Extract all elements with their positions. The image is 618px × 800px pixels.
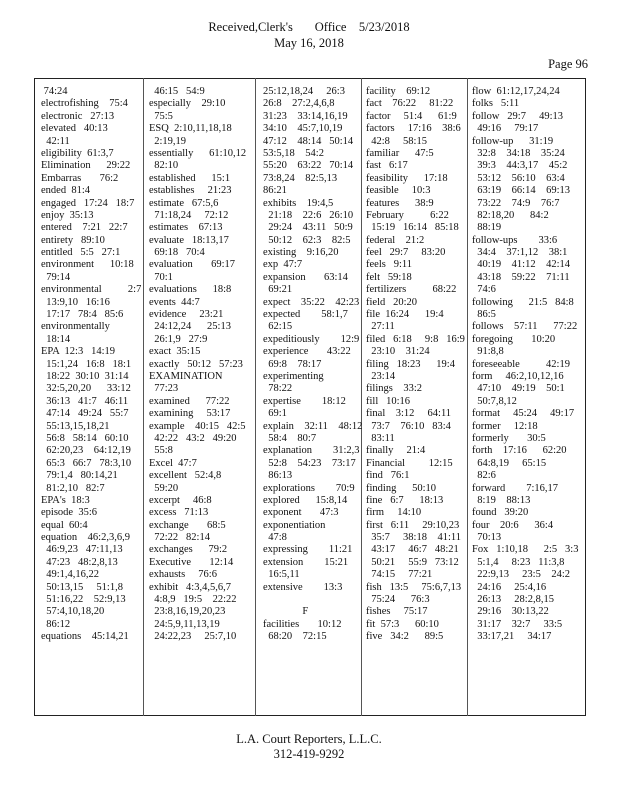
- index-entry-line: 43:17 46:7 48:21: [366, 544, 459, 556]
- index-entry-line: 47:12 48:14 50:14: [263, 135, 354, 147]
- index-entry-line: EXAMINATION: [149, 370, 223, 382]
- index-entry-line: 74:24: [41, 86, 68, 97]
- transcript-date: May 16, 2018: [274, 36, 344, 50]
- index-entry-line: environment 10:18: [41, 259, 134, 271]
- index-entry-line: 42:22 43:2 49:20: [149, 432, 237, 444]
- index-entry-line: 22:9,13 23:5 24:2: [472, 569, 571, 581]
- index-entry-line: excellent 52:4,8: [149, 470, 222, 482]
- index-entry-line: follow-up 31:19: [472, 135, 554, 147]
- index-entry-line: 91:8,8: [472, 346, 504, 358]
- index-entry-line: 63:19 66:14 69:13: [472, 185, 571, 197]
- index-entry-line: former 12:18: [472, 420, 538, 432]
- index-entry-line: EPA's 18:3: [41, 494, 90, 506]
- index-entry-line: 46:15 54:9: [149, 86, 205, 97]
- index-entry-line: elevated 40:13: [41, 123, 108, 135]
- index-entry-line: 17:17 78:4 85:6: [41, 309, 124, 321]
- index-entry-line: 25:12,18,24 26:3: [263, 86, 345, 97]
- index-entry-line: EPA 12:3 14:19: [41, 346, 116, 358]
- index-entry-line: field 20:20: [366, 296, 418, 308]
- index-entry-line: 86:12: [41, 618, 71, 630]
- index-entry-line: first 6:11 29:10,23: [366, 519, 460, 531]
- index-entry-line: 42:11: [41, 135, 70, 147]
- page-number: Page 96: [548, 57, 588, 71]
- index-entry-line: evaluations 18:8: [149, 284, 232, 296]
- index-entry-line: 73:7 76:10 83:4: [366, 420, 451, 432]
- index-entry-line: experience 43:22: [263, 346, 351, 358]
- index-entry-line: 18:14: [41, 333, 71, 345]
- index-entry-line: 50:21 55:9 73:12: [366, 556, 459, 568]
- index-entry-line: facilities 10:12: [263, 618, 342, 630]
- index-entry-line: 68:20 72:15: [263, 631, 327, 643]
- index-entry-line: expansion 63:14: [263, 271, 348, 283]
- index-entry-line: 34:10 45:7,10,19: [263, 123, 343, 135]
- index-entry-line: 79:1,4 80:14,21: [41, 470, 118, 482]
- index-entry-line: 23:8,16,19,20,23: [149, 606, 226, 618]
- index-entry-line: 31:23 33:14,16,19: [263, 110, 348, 122]
- index-entry-line: eligibility 61:3,7: [41, 147, 114, 159]
- index-entry-line: final 3:12 64:11: [366, 408, 452, 420]
- index-entry-line: fishes 75:17: [366, 606, 428, 618]
- index-entry-line: 26:13 28:2,8,15: [472, 594, 554, 606]
- index-entry-line: fill 10:16: [366, 395, 411, 407]
- index-entry-line: fertilizers 68:22: [366, 284, 457, 296]
- index-entry-line: facility 69:12: [366, 86, 431, 97]
- index-entry-line: 24:12,24 25:13: [149, 321, 231, 333]
- index-entry-line: 82:18,20 84:2: [472, 209, 549, 221]
- index-entry-line: 79:14: [41, 271, 71, 283]
- index-entry-line: four 20:6 36:4: [472, 519, 554, 531]
- index-entry-line: 82:6: [472, 470, 496, 482]
- index-entry-line: folks 5:11: [472, 98, 520, 110]
- index-entry-line: examined 77:22: [149, 395, 230, 407]
- index-entry-line: estimates 67:13: [149, 222, 223, 234]
- index-entry-line: expeditiously 12:9: [263, 333, 360, 345]
- index-entry-line: 65:3 66:7 78:3,10: [41, 457, 132, 469]
- index-entry-line: February 6:22: [366, 209, 449, 221]
- index-entry-line: episode 35:6: [41, 507, 97, 519]
- index-entry-line: ESQ 2:10,11,18,18: [149, 123, 232, 135]
- index-entry-line: 83:11: [366, 432, 395, 444]
- index-entry-line: 55:20 63:22 70:14: [263, 160, 354, 172]
- index-entry-line: 86:13: [263, 470, 293, 482]
- index-entry-line: Elimination 29:22: [41, 160, 131, 172]
- index-entry-line: 50:13,15 51:1,8: [41, 581, 123, 593]
- index-entry-line: fit 57:3 60:10: [366, 618, 439, 630]
- index-entry-line: 49:1,4,16,22: [41, 569, 100, 581]
- index-entry-line: fish 13:5 75:6,7,13: [366, 581, 462, 593]
- index-entry-line: 59:20: [149, 482, 179, 494]
- index-entry-line: explorations 70:9: [263, 482, 355, 494]
- index-entry-line: 36:13 41:7 46:11: [41, 395, 129, 407]
- index-entry-line: [263, 594, 359, 606]
- index-entry-line: follows 57:11 77:22: [472, 321, 578, 333]
- index-entry-line: experimenting: [263, 370, 324, 382]
- index-entry-line: evidence 23:21: [149, 309, 224, 321]
- index-entry-line: 26:8 27:2,4,6,8: [263, 98, 335, 110]
- index-entry-line: establishes 21:23: [149, 185, 232, 197]
- index-entry-line: 13:9,10 16:16: [41, 296, 110, 308]
- index-entry-line: 33:17,21 34:17: [472, 631, 552, 643]
- index-entry-line: 2:19,19: [149, 135, 187, 147]
- index-entry-line: 81:2,10 82:7: [41, 482, 105, 494]
- index-entry-line: follow 29:7 49:13: [472, 110, 563, 122]
- index-entry-line: 47:8: [263, 532, 287, 544]
- index-entry-line: 77:23: [149, 383, 179, 395]
- index-entry-line: 69:18 70:4: [149, 247, 205, 259]
- index-entry-line: 74:15 77:21: [366, 569, 433, 581]
- index-entry-line: 53:12 56:10 63:4: [472, 172, 565, 184]
- index-entry-line: 50:12 62:3 82:5: [263, 234, 351, 246]
- index-entry-line: environmentally: [41, 321, 110, 333]
- received-stamp-line: Received,Clerk's Office 5/23/2018: [208, 20, 410, 34]
- index-entry-line: exhibit 4:3,4,5,6,7: [149, 581, 231, 593]
- column-divider: [467, 78, 468, 716]
- index-entry-line: electronic 27:13: [41, 110, 115, 122]
- index-entry-line: 62:15: [263, 321, 293, 333]
- index-entry-line: 69:8 78:17: [263, 358, 322, 370]
- index-entry-line: 15:1,24 16:8 18:1: [41, 358, 132, 370]
- index-entry-line: estimate 67:5,6: [149, 197, 219, 209]
- index-entry-line: evaluate 18:13,17: [149, 234, 229, 246]
- index-entry-line: expertise 18:12: [263, 395, 346, 407]
- index-column-3: [263, 86, 363, 644]
- index-entry-line: extension 15:21: [263, 556, 349, 568]
- index-entry-line: 32:5,20,20 33:12: [41, 383, 131, 395]
- column-divider: [255, 78, 256, 716]
- index-entry-line: 69:1: [263, 408, 287, 420]
- index-entry-line: 31:17 32:7 33:5: [472, 618, 563, 630]
- index-entry-line: exponent 47:3: [263, 507, 339, 519]
- index-entry-line: 56:8 58:14 60:10: [41, 432, 129, 444]
- index-entry-line: enjoy 35:13: [41, 209, 94, 221]
- index-entry-line: extensive 13:3: [263, 581, 343, 593]
- index-entry-line: 53:5,18 54:2: [263, 147, 324, 159]
- column-divider: [361, 78, 362, 716]
- index-entry-line: forward 7:16,17: [472, 482, 559, 494]
- index-entry-line: form 46:2,10,12,16: [472, 370, 564, 382]
- index-entry-line: file 16:24 19:4: [366, 309, 444, 321]
- index-entry-line: 49:16 79:17: [472, 123, 539, 135]
- column-divider: [143, 78, 144, 716]
- index-entry-line: 57:4,10,18,20: [41, 606, 105, 618]
- index-entry-line: 75:24 76:3: [366, 594, 430, 606]
- index-entry-line: equal 60:4: [41, 519, 88, 531]
- index-entry-line: exactly 50:12 57:23: [149, 358, 243, 370]
- index-entry-line: forth 17:16 62:20: [472, 445, 567, 457]
- index-entry-line: fast 6:17: [366, 160, 408, 172]
- index-entry-line: equation 46:2,3,6,9: [41, 532, 130, 544]
- index-entry-line: feasibility 17:18: [366, 172, 448, 184]
- index-entry-line: 58:4 80:7: [263, 432, 317, 444]
- index-entry-line: equations 45:14,21: [41, 631, 129, 643]
- index-entry-line: familiar 47:5: [366, 147, 434, 159]
- index-entry-line: explanation 31:2,3: [263, 445, 360, 457]
- index-entry-line: 24:16 25:4,16: [472, 581, 547, 593]
- index-entry-line: 29:24 43:11 50:9: [263, 222, 353, 234]
- index-entry-line: filings 33:2: [366, 383, 423, 395]
- index-entry-line: feel 29:7 83:20: [366, 247, 446, 259]
- index-entry-line: Embarras 76:2: [41, 172, 119, 184]
- index-entry-line: factor 51:4 61:9: [366, 110, 457, 122]
- index-entry-line: F: [263, 606, 309, 618]
- index-entry-line: explored 15:8,14: [263, 494, 348, 506]
- index-entry-line: features 38:9: [366, 197, 434, 209]
- index-entry-line: filing 18:23 19:4: [366, 358, 455, 370]
- index-entry-line: exp 47:7: [263, 259, 303, 271]
- index-entry-line: 23:14: [366, 370, 396, 382]
- index-entry-line: flow 61:12,17,24,24: [472, 86, 560, 97]
- index-entry-line: 4:8,9 19:5 22:22: [149, 594, 237, 606]
- index-entry-line: 46:9,23 47:11,13: [41, 544, 123, 556]
- index-entry-line: filed 6:18 9:8 16:9: [366, 333, 465, 345]
- index-entry-line: 32:8 34:18 35:24: [472, 147, 565, 159]
- index-entry-line: foregoing 10:20: [472, 333, 556, 345]
- index-entry-line: 21:18 22:6 26:10: [263, 209, 354, 221]
- index-entry-line: Financial 12:15: [366, 457, 453, 469]
- index-entry-line: 64:8,19 65:15: [472, 457, 547, 469]
- index-entry-line: 62:20,23 64:12,19: [41, 445, 131, 457]
- index-entry-line: federal 21:2: [366, 234, 425, 246]
- index-entry-line: excess 71:13: [149, 507, 209, 519]
- index-entry-line: 24:22,23 25:7,10: [149, 631, 237, 643]
- index-entry-line: 72:22 82:14: [149, 532, 210, 544]
- index-entry-line: 5:1,4 8:23 11:3,8: [472, 556, 565, 568]
- index-entry-line: follow-ups 33:6: [472, 234, 558, 246]
- index-entry-line: 16:5,11: [263, 569, 300, 581]
- index-entry-line: 47:10 49:19 50:1: [472, 383, 565, 395]
- index-entry-line: 18:22 30:10 31:14: [41, 370, 129, 382]
- index-entry-line: 73:8,24 82:5,13: [263, 172, 338, 184]
- index-entry-line: 43:18 59:22 71:11: [472, 271, 570, 283]
- index-entry-line: excerpt 46:8: [149, 494, 212, 506]
- index-entry-line: entitled 5:5 27:1: [41, 247, 121, 259]
- index-column-2: [149, 86, 253, 644]
- index-entry-line: Excel 47:7: [149, 457, 197, 469]
- index-entry-line: five 34:2 89:5: [366, 631, 444, 643]
- index-column-4: [366, 86, 465, 644]
- index-entry-line: established 15:1: [149, 172, 231, 184]
- index-entry-line: feasible 10:3: [366, 185, 431, 197]
- index-entry-line: existing 9:16,20: [263, 247, 339, 259]
- index-entry-line: fine 6:7 18:13: [366, 494, 444, 506]
- index-entry-line: 15:19 16:14 85:18: [366, 222, 459, 234]
- index-entry-line: 47:14 49:24 55:7: [41, 408, 129, 420]
- index-entry-line: 74:6: [472, 284, 496, 296]
- index-entry-line: 39:3 44:3,17 45:2: [472, 160, 568, 172]
- index-entry-line: expected 58:1,7: [263, 309, 348, 321]
- index-entry-line: entered 7:21 22:7: [41, 222, 128, 234]
- index-entry-line: especially 29:10: [149, 98, 226, 110]
- index-entry-line: 29:16 30:13,22: [472, 606, 549, 618]
- index-column-5: [472, 86, 584, 644]
- index-entry-line: 71:18,24 72:12: [149, 209, 229, 221]
- index-entry-line: entirety 89:10: [41, 234, 105, 246]
- index-entry-line: 34:4 37:1,12 38:1: [472, 247, 568, 259]
- index-entry-line: 40:19 41:12 42:14: [472, 259, 571, 271]
- index-entry-line: events 44:7: [149, 296, 200, 308]
- index-entry-line: finding 50:10: [366, 482, 436, 494]
- index-entry-line: factors 17:16 38:6: [366, 123, 461, 135]
- index-entry-line: 86:21: [263, 185, 287, 197]
- index-entry-line: following 21:5 84:8: [472, 296, 574, 308]
- index-entry-line: 50:7,8,12: [472, 395, 517, 407]
- index-entry-line: exchanges 79:2: [149, 544, 228, 556]
- index-entry-line: format 45:24 49:17: [472, 408, 575, 420]
- index-column-1: [41, 86, 142, 644]
- index-entry-line: 47:23 48:2,8,13: [41, 556, 118, 568]
- index-entry-line: 42:8 58:15: [366, 135, 427, 147]
- footer-phone: 312-419-9292: [273, 747, 345, 761]
- index-entry-line: formerly 30:5: [472, 432, 546, 444]
- index-entry-line: examining 53:17: [149, 408, 231, 420]
- index-entry-line: 8:19 88:13: [472, 494, 531, 506]
- index-entry-line: 88:19: [472, 222, 502, 234]
- index-entry-line: 70:13: [472, 532, 502, 544]
- index-entry-line: exhausts 76:6: [149, 569, 217, 581]
- index-entry-line: 23:10 31:24: [366, 346, 430, 358]
- index-entry-line: exact 35:15: [149, 346, 201, 358]
- index-entry-line: felt 59:18: [366, 271, 412, 283]
- footer-company: L.A. Court Reporters, L.L.C.: [236, 732, 382, 746]
- index-entry-line: find 76:1: [366, 470, 410, 482]
- index-entry-line: 78:22: [263, 383, 293, 395]
- index-entry-line: example 40:15 42:5: [149, 420, 246, 432]
- index-entry-line: 70:1: [149, 271, 173, 283]
- index-entry-line: 69:21: [263, 284, 293, 296]
- index-entry-line: foreseeable 42:19: [472, 358, 570, 370]
- index-entry-line: 26:1,9 27:9: [149, 333, 208, 345]
- index-entry-line: ended 81:4: [41, 185, 90, 197]
- index-entry-line: Executive 12:14: [149, 556, 234, 568]
- index-entry-line: 35:7 38:18 41:11: [366, 532, 461, 544]
- index-entry-line: exponentiation: [263, 519, 326, 531]
- index-entry-line: electrofishing 75:4: [41, 98, 128, 110]
- index-entry-line: explain 32:11 48:12: [263, 420, 363, 432]
- index-entry-line: 86:5: [472, 309, 496, 321]
- index-entry-line: found 39:20: [472, 507, 529, 519]
- index-entry-line: 27:11: [366, 321, 395, 333]
- index-entry-line: essentially 61:10,12: [149, 147, 247, 159]
- index-entry-line: 24:5,9,11,13,19: [149, 618, 220, 630]
- index-entry-line: fact 76:22 81:22: [366, 98, 454, 110]
- index-entry-line: 55:13,15,18,21: [41, 420, 110, 432]
- index-entry-line: expressing 11:21: [263, 544, 353, 556]
- index-entry-line: expect 35:22 42:23: [263, 296, 360, 308]
- index-entry-line: 73:22 74:9 76:7: [472, 197, 560, 209]
- index-entry-line: 52:8 54:23 73:17: [263, 457, 356, 469]
- index-entry-line: environmental 2:7: [41, 284, 142, 296]
- index-entry-line: firm 14:10: [366, 507, 422, 519]
- index-entry-line: Fox 1:10,18 2:5 3:3: [472, 544, 579, 556]
- index-entry-line: 55:8: [149, 445, 173, 457]
- index-entry-line: exchange 68:5: [149, 519, 226, 531]
- index-entry-line: 82:10: [149, 160, 179, 172]
- index-entry-line: evaluation 69:17: [149, 259, 236, 271]
- index-entry-line: 75:5: [149, 110, 173, 122]
- index-entry-line: finally 21:4: [366, 445, 426, 457]
- index-entry-line: feels 9:11: [366, 259, 412, 271]
- index-entry-line: engaged 17:24 18:7: [41, 197, 135, 209]
- index-entry-line: 51:16,22 52:9,13: [41, 594, 126, 606]
- index-entry-line: exhibits 19:4,5: [263, 197, 334, 209]
